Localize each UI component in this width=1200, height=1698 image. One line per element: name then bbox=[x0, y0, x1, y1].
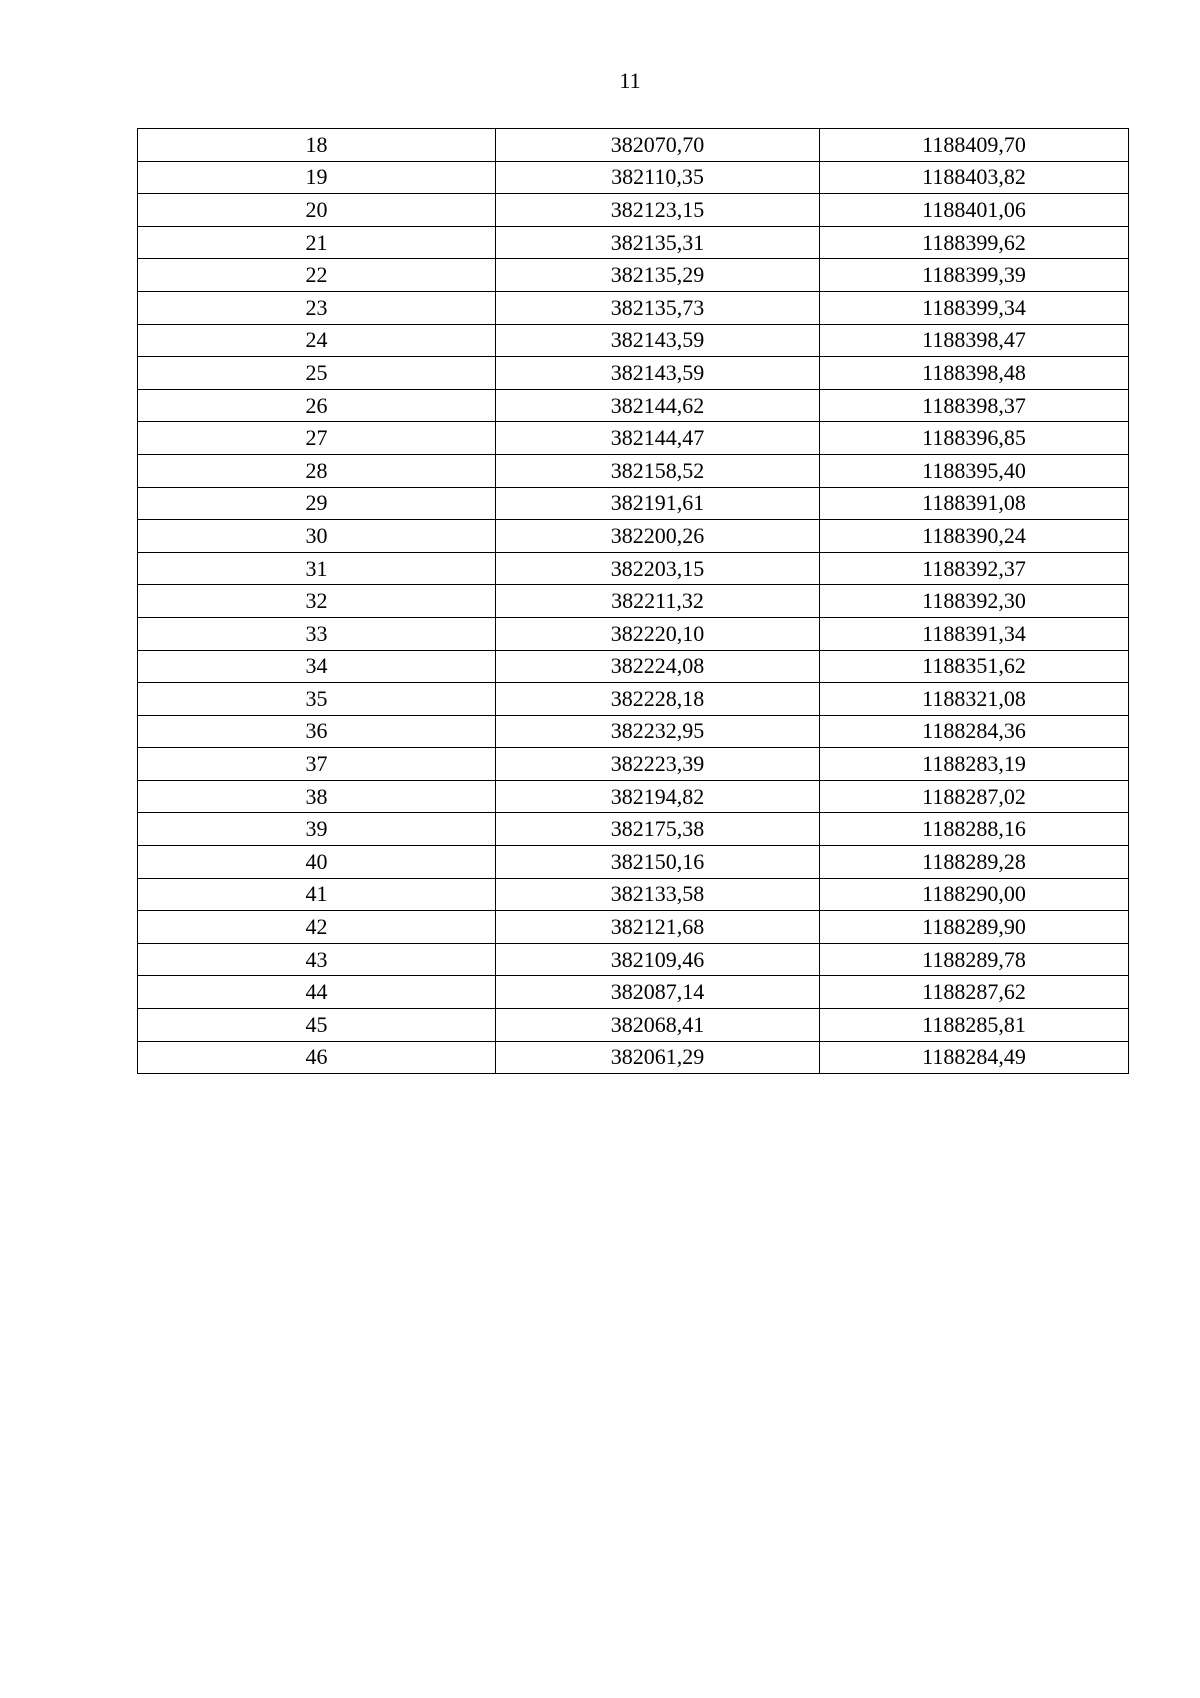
table-row bbox=[138, 878, 1129, 911]
y-coordinate-cell: 1188284,49 bbox=[820, 1041, 1129, 1074]
table-row bbox=[138, 291, 1129, 324]
point-number-cell: 27 bbox=[138, 422, 496, 455]
y-coordinate-cell: 1188401,06 bbox=[820, 194, 1129, 227]
table-row bbox=[138, 226, 1129, 259]
point-number-cell: 19 bbox=[138, 161, 496, 194]
table-row bbox=[138, 324, 1129, 357]
table-row bbox=[138, 748, 1129, 781]
table-row bbox=[138, 389, 1129, 422]
table-row bbox=[138, 1041, 1129, 1074]
y-coordinate-cell: 1188390,24 bbox=[820, 520, 1129, 553]
point-number-cell: 31 bbox=[138, 552, 496, 585]
table-row bbox=[138, 976, 1129, 1009]
point-number-cell: 30 bbox=[138, 520, 496, 553]
y-coordinate-cell: 1188399,39 bbox=[820, 259, 1129, 292]
x-coordinate-cell: 382220,10 bbox=[496, 617, 820, 650]
x-coordinate-cell: 382223,39 bbox=[496, 748, 820, 781]
y-coordinate-cell: 1188290,00 bbox=[820, 878, 1129, 911]
y-coordinate-cell: 1188391,08 bbox=[820, 487, 1129, 520]
x-coordinate-cell: 382232,95 bbox=[496, 715, 820, 748]
x-coordinate-cell: 382123,15 bbox=[496, 194, 820, 227]
y-coordinate-cell: 1188398,48 bbox=[820, 357, 1129, 390]
y-coordinate-cell: 1188289,90 bbox=[820, 911, 1129, 944]
table-row bbox=[138, 943, 1129, 976]
point-number-cell: 38 bbox=[138, 780, 496, 813]
y-coordinate-cell: 1188396,85 bbox=[820, 422, 1129, 455]
y-coordinate-cell: 1188395,40 bbox=[820, 454, 1129, 487]
point-number-cell: 42 bbox=[138, 911, 496, 944]
point-number-cell: 28 bbox=[138, 454, 496, 487]
table-row bbox=[138, 780, 1129, 813]
x-coordinate-cell: 382143,59 bbox=[496, 324, 820, 357]
point-number-cell: 32 bbox=[138, 585, 496, 618]
point-number-cell: 26 bbox=[138, 389, 496, 422]
y-coordinate-cell: 1188283,19 bbox=[820, 748, 1129, 781]
x-coordinate-cell: 382228,18 bbox=[496, 683, 820, 716]
x-coordinate-cell: 382135,31 bbox=[496, 226, 820, 259]
table-row bbox=[138, 846, 1129, 879]
y-coordinate-cell: 1188287,62 bbox=[820, 976, 1129, 1009]
table-row bbox=[138, 585, 1129, 618]
point-number-cell: 43 bbox=[138, 943, 496, 976]
table-row bbox=[138, 683, 1129, 716]
table-row bbox=[138, 357, 1129, 390]
x-coordinate-cell: 382224,08 bbox=[496, 650, 820, 683]
x-coordinate-cell: 382194,82 bbox=[496, 780, 820, 813]
y-coordinate-cell: 1188399,62 bbox=[820, 226, 1129, 259]
x-coordinate-cell: 382121,68 bbox=[496, 911, 820, 944]
point-number-cell: 37 bbox=[138, 748, 496, 781]
x-coordinate-cell: 382144,62 bbox=[496, 389, 820, 422]
x-coordinate-cell: 382158,52 bbox=[496, 454, 820, 487]
y-coordinate-cell: 1188392,30 bbox=[820, 585, 1129, 618]
table-row bbox=[138, 813, 1129, 846]
x-coordinate-cell: 382150,16 bbox=[496, 846, 820, 879]
y-coordinate-cell: 1188287,02 bbox=[820, 780, 1129, 813]
y-coordinate-cell: 1188321,08 bbox=[820, 683, 1129, 716]
point-number-cell: 33 bbox=[138, 617, 496, 650]
point-number-cell: 46 bbox=[138, 1041, 496, 1074]
x-coordinate-cell: 382068,41 bbox=[496, 1009, 820, 1042]
y-coordinate-cell: 1188289,78 bbox=[820, 943, 1129, 976]
point-number-cell: 45 bbox=[138, 1009, 496, 1042]
y-coordinate-cell: 1188351,62 bbox=[820, 650, 1129, 683]
x-coordinate-cell: 382061,29 bbox=[496, 1041, 820, 1074]
x-coordinate-cell: 382175,38 bbox=[496, 813, 820, 846]
y-coordinate-cell: 1188398,47 bbox=[820, 324, 1129, 357]
table-row bbox=[138, 194, 1129, 227]
x-coordinate-cell: 382144,47 bbox=[496, 422, 820, 455]
table-row bbox=[138, 259, 1129, 292]
point-number-cell: 39 bbox=[138, 813, 496, 846]
point-number-cell: 23 bbox=[138, 291, 496, 324]
point-number-cell: 34 bbox=[138, 650, 496, 683]
point-number-cell: 44 bbox=[138, 976, 496, 1009]
table-row bbox=[138, 715, 1129, 748]
point-number-cell: 20 bbox=[138, 194, 496, 227]
y-coordinate-cell: 1188398,37 bbox=[820, 389, 1129, 422]
x-coordinate-cell: 382133,58 bbox=[496, 878, 820, 911]
table-row bbox=[138, 1009, 1129, 1042]
x-coordinate-cell: 382110,35 bbox=[496, 161, 820, 194]
coordinates-table-body bbox=[138, 129, 1129, 1074]
x-coordinate-cell: 382087,14 bbox=[496, 976, 820, 1009]
table-row bbox=[138, 422, 1129, 455]
point-number-cell: 41 bbox=[138, 878, 496, 911]
point-number-cell: 36 bbox=[138, 715, 496, 748]
y-coordinate-cell: 1188403,82 bbox=[820, 161, 1129, 194]
y-coordinate-cell: 1188289,28 bbox=[820, 846, 1129, 879]
y-coordinate-cell: 1188399,34 bbox=[820, 291, 1129, 324]
table-row bbox=[138, 161, 1129, 194]
x-coordinate-cell: 382200,26 bbox=[496, 520, 820, 553]
point-number-cell: 25 bbox=[138, 357, 496, 390]
y-coordinate-cell: 1188409,70 bbox=[820, 129, 1129, 162]
y-coordinate-cell: 1188288,16 bbox=[820, 813, 1129, 846]
x-coordinate-cell: 382191,61 bbox=[496, 487, 820, 520]
y-coordinate-cell: 1188391,34 bbox=[820, 617, 1129, 650]
point-number-cell: 22 bbox=[138, 259, 496, 292]
point-number-cell: 29 bbox=[138, 487, 496, 520]
y-coordinate-cell: 1188284,36 bbox=[820, 715, 1129, 748]
x-coordinate-cell: 382109,46 bbox=[496, 943, 820, 976]
point-number-cell: 35 bbox=[138, 683, 496, 716]
point-number-cell: 21 bbox=[138, 226, 496, 259]
table-row bbox=[138, 520, 1129, 553]
x-coordinate-cell: 382135,29 bbox=[496, 259, 820, 292]
table-row bbox=[138, 454, 1129, 487]
x-coordinate-cell: 382143,59 bbox=[496, 357, 820, 390]
table-row bbox=[138, 911, 1129, 944]
table-row bbox=[138, 487, 1129, 520]
y-coordinate-cell: 1188392,37 bbox=[820, 552, 1129, 585]
x-coordinate-cell: 382070,70 bbox=[496, 129, 820, 162]
x-coordinate-cell: 382135,73 bbox=[496, 291, 820, 324]
page-number: 11 bbox=[619, 68, 641, 93]
point-number-cell: 24 bbox=[138, 324, 496, 357]
table-row bbox=[138, 650, 1129, 683]
y-coordinate-cell: 1188285,81 bbox=[820, 1009, 1129, 1042]
point-number-cell: 18 bbox=[138, 129, 496, 162]
coordinates-table bbox=[137, 128, 1129, 1074]
x-coordinate-cell: 382211,32 bbox=[496, 585, 820, 618]
table-row bbox=[138, 129, 1129, 162]
table-row bbox=[138, 617, 1129, 650]
x-coordinate-cell: 382203,15 bbox=[496, 552, 820, 585]
point-number-cell: 40 bbox=[138, 846, 496, 879]
table-row bbox=[138, 552, 1129, 585]
